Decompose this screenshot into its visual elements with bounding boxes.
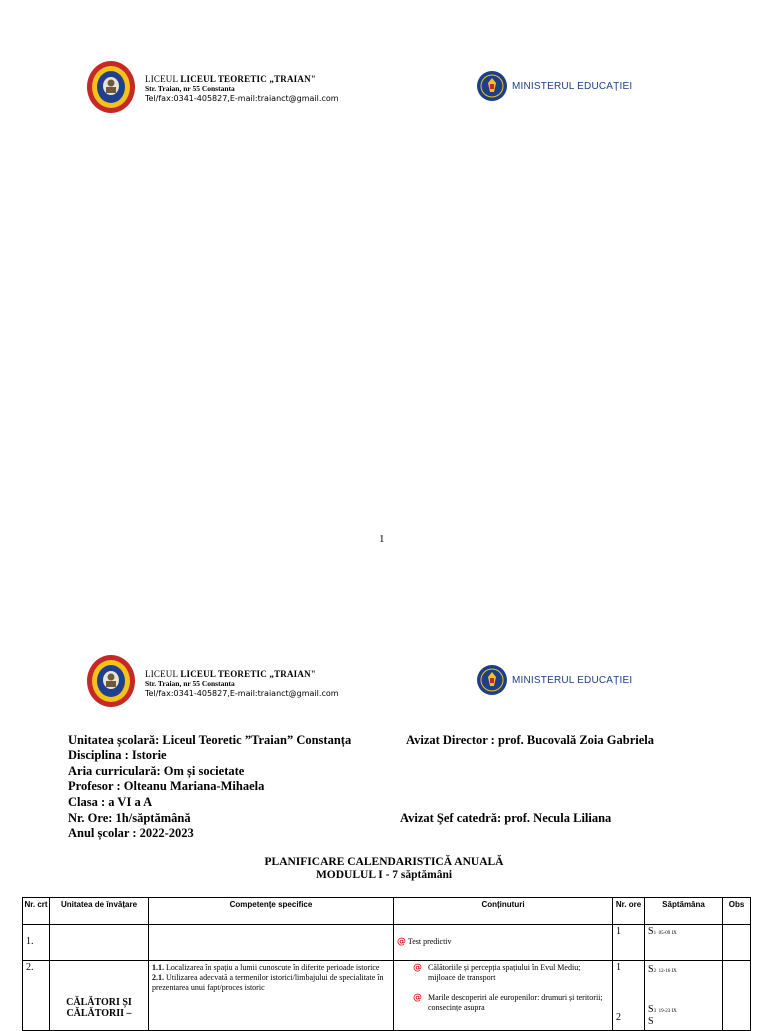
planning-table bbox=[22, 897, 751, 1031]
info-discipline: Disciplina : Istorie bbox=[68, 748, 167, 762]
bullet-icon: @ bbox=[413, 993, 422, 1003]
competence-item: 1.1. Localizarea în spațiu a lumii cunoscute în diferite perioade istorice bbox=[152, 963, 380, 972]
table-row bbox=[23, 961, 751, 1031]
school-contact: Tel/fax:0341-405827,E-mail:traianct@gmail.com bbox=[145, 94, 339, 103]
school-address: Str. Traian, nr 55 Constanta bbox=[145, 84, 235, 93]
document-title: PLANIFICARE CALENDARISTICĂ ANUALĂ bbox=[264, 856, 504, 868]
info-year: Anul școlar : 2022-2023 bbox=[68, 826, 194, 840]
row-week: S2 12-16 IX S3 19-23 IX S bbox=[645, 961, 723, 1031]
info-class: Clasa : a VI a A bbox=[68, 795, 153, 809]
school-header bbox=[145, 669, 339, 699]
col-unit-header: Unitatea de învățare bbox=[50, 898, 149, 925]
col-nr-header: Nr. crt bbox=[23, 898, 50, 925]
ministry-logo: MINISTERUL EDUCAȚIEI bbox=[476, 664, 632, 696]
col-competences-header: Competențe specifice bbox=[149, 898, 394, 925]
row-unit bbox=[50, 925, 149, 961]
info-unit: Unitatea școlară: Liceul Teoretic ”Traian” Constanța bbox=[68, 733, 352, 747]
school-emblem-logo bbox=[86, 654, 136, 708]
school-contact: Tel/fax:0341-405827,E-mail:traianct@gmail.com bbox=[145, 689, 339, 698]
col-hours-header: Nr. ore bbox=[613, 898, 645, 925]
info-hours: Nr. Ore: 1h/săptămână bbox=[68, 811, 191, 825]
row-nr: 1. bbox=[23, 925, 50, 961]
info-head: Avizat Şef catedră: prof. Necula Liliana bbox=[400, 811, 612, 825]
document-subtitle: MODULUL I - 7 săptămâni bbox=[315, 869, 453, 881]
row-obs bbox=[723, 961, 751, 1031]
col-obs-header: Obs bbox=[723, 898, 751, 925]
row-content bbox=[394, 961, 613, 1031]
info-director: Avizat Director : prof. Bucovală Zoia Gabriela bbox=[406, 733, 654, 747]
row-obs bbox=[723, 925, 751, 961]
col-week-header: Săptămâna bbox=[645, 898, 723, 925]
content-item: @ Marile descoperiri ale europenilor: drumuri și teritorii; consecințe asupra bbox=[413, 993, 603, 1012]
table-row bbox=[23, 925, 751, 961]
row-unit: CĂLĂTORI ȘI CĂLĂTORII – bbox=[50, 961, 149, 1031]
school-emblem-logo bbox=[86, 60, 136, 114]
row-competences bbox=[149, 961, 394, 1031]
row-nr: 2. bbox=[23, 961, 50, 1031]
row-content: @ Test predictiv bbox=[394, 925, 613, 961]
school-name: LICEUL LICEUL TEORETIC „TRAIAN" bbox=[145, 669, 316, 679]
col-content-header: Conținuturi bbox=[394, 898, 613, 925]
info-area: Aria curriculară: Om și societate bbox=[68, 764, 245, 778]
bullet-icon: @ bbox=[397, 937, 406, 947]
content-item: @ Călătoriile și percepția spațiului în Evul Mediu; mijloace de transport bbox=[413, 963, 581, 982]
row-hours: 1 2 bbox=[613, 961, 645, 1031]
ministry-crest-icon bbox=[476, 70, 508, 102]
row-week: S1 05-09 IX bbox=[645, 925, 723, 961]
school-header bbox=[145, 74, 339, 104]
ministry-crest-icon bbox=[476, 664, 508, 696]
bullet-icon: @ bbox=[413, 963, 422, 973]
school-address: Str. Traian, nr 55 Constanta bbox=[145, 679, 235, 688]
ministry-logo: MINISTERUL EDUCAȚIEI bbox=[476, 70, 632, 102]
page-number: 1 bbox=[379, 533, 385, 545]
school-name: LICEUL LICEUL TEORETIC „TRAIAN" bbox=[145, 74, 316, 84]
info-teacher: Profesor : Olteanu Mariana-Mihaela bbox=[68, 779, 265, 793]
row-hours: 1 bbox=[613, 925, 645, 961]
competence-item: 2.1. Utilizarea adecvată a termenilor istorici/limbajului de specialitate în prezentarea unui fapt/proces istoric bbox=[152, 973, 384, 992]
row-competences bbox=[149, 925, 394, 961]
table-header-row bbox=[23, 898, 751, 925]
